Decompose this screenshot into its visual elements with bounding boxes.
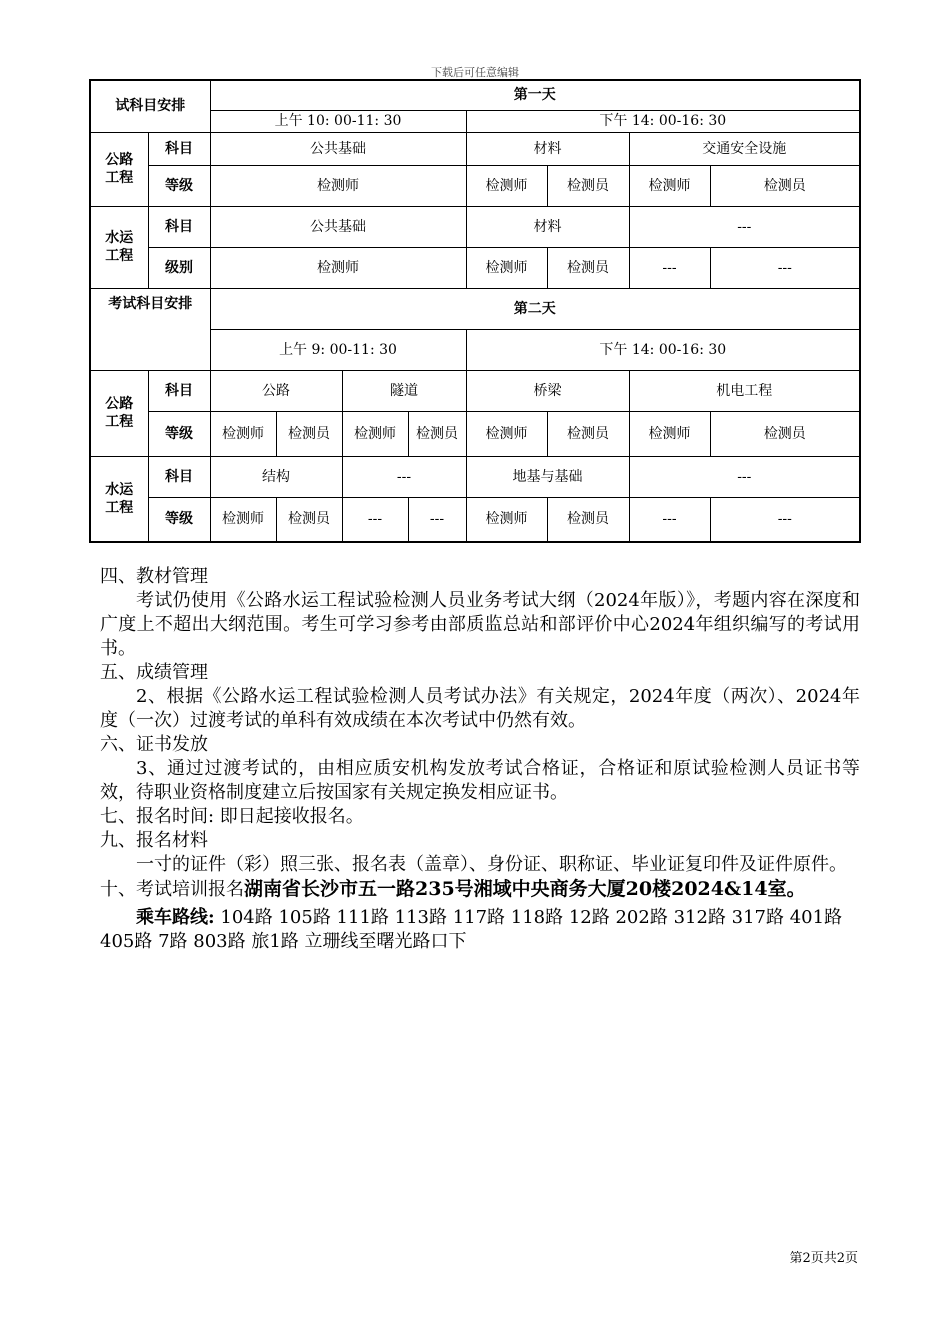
level-cell: 检测师 <box>466 411 547 456</box>
subject-cell: 公共基础 <box>210 132 466 165</box>
subject-cell: 隧道 <box>342 370 466 411</box>
subject-cell: 公共基础 <box>210 206 466 247</box>
section-10 <box>100 877 860 902</box>
level-cell: 检测员 <box>547 165 629 206</box>
section-10-prefix: 十、考试培训报名 <box>100 879 244 900</box>
label-dengji: 等级 <box>148 165 210 206</box>
level-cell: --- <box>629 247 710 288</box>
document-body <box>100 565 860 954</box>
section-9-body: 一寸的证件（彩）照三张、报名表（盖章）、身份证、职称证、毕业证复印件及证件原件。 <box>136 854 847 875</box>
section-9-title: 九、报名材料 <box>100 830 208 851</box>
day2-pm-time: 下午 14: 00-16: 30 <box>466 329 860 370</box>
level-cell: 检测员 <box>710 411 860 456</box>
level-cell: 检测师 <box>466 247 547 288</box>
bus-routes-text: 104路 105路 111路 113路 117路 118路 12路 202路 312路 317路 401路 405路 7路 803路 旅1路 立珊线至曙光路口下 <box>100 907 843 952</box>
page-footer: 第2页共2页 <box>789 1251 858 1266</box>
section-7-title: 七、报名时间: 即日起接收报名。 <box>100 806 364 827</box>
row-shuiyun-2: 水运 工程 <box>90 456 148 542</box>
label-dengji: 等级 <box>148 497 210 542</box>
subject-cell: 公路 <box>210 370 342 411</box>
section-5-title: 五、成绩管理 <box>100 662 208 683</box>
level-cell: 检测师 <box>629 165 710 206</box>
subject-cell: --- <box>342 456 466 497</box>
label-kemu: 科目 <box>148 456 210 497</box>
subject-cell: --- <box>629 456 860 497</box>
level-cell: --- <box>710 497 860 542</box>
row-gonglu-2: 公路 工程 <box>90 370 148 456</box>
day2-title: 第二天 <box>210 288 860 329</box>
exam-schedule-table <box>89 79 861 543</box>
address-text: 湖南省长沙市五一路235号湘域中央商务大厦20楼2024&14室。 <box>244 878 806 900</box>
level-cell: --- <box>629 497 710 542</box>
level-cell: 检测师 <box>342 411 408 456</box>
level-cell: 检测师 <box>210 497 276 542</box>
level-cell: 检测师 <box>629 411 710 456</box>
subject-cell: --- <box>629 206 860 247</box>
label-kemu: 科目 <box>148 206 210 247</box>
level-cell: 检测员 <box>408 411 466 456</box>
subject-cell: 机电工程 <box>629 370 860 411</box>
row-gonglu-1: 公路 工程 <box>90 132 148 206</box>
row-shuiyun-1: 水运 工程 <box>90 206 148 288</box>
bus-routes <box>100 906 860 954</box>
level-cell: 检测员 <box>276 497 342 542</box>
level-cell: 检测师 <box>210 247 466 288</box>
level-cell: 检测员 <box>547 411 629 456</box>
day1-label: 试科目安排 <box>90 80 210 132</box>
level-cell: --- <box>342 497 408 542</box>
day1-am-time: 上午 10: 00-11: 30 <box>210 110 466 132</box>
subject-cell: 交通安全设施 <box>629 132 860 165</box>
section-5-body: 2、根据《公路水运工程试验检测人员考试办法》有关规定，2024年度（两次）、2024年度（一次）过渡考试的单科有效成绩在本次考试中仍然有效。 <box>100 686 860 731</box>
level-cell: 检测师 <box>210 411 276 456</box>
header-note: 下载后可任意编辑 <box>431 66 519 79</box>
level-cell: 检测员 <box>547 497 629 542</box>
level-cell: --- <box>710 247 860 288</box>
label-kemu: 科目 <box>148 370 210 411</box>
day2-label: 考试科目安排 <box>90 288 210 370</box>
section-4-title: 四、教材管理 <box>100 566 208 587</box>
day1-pm-time: 下午 14: 00-16: 30 <box>466 110 860 132</box>
label-jibie: 级别 <box>148 247 210 288</box>
level-cell: --- <box>408 497 466 542</box>
section-4-body: 考试仍使用《公路水运工程试验检测人员业务考试大纲（2024年版）》，考题内容在深度和广度上不超出大纲范围。考生可学习参考由部质监总站和部评价中心2024年组织编写的考试用书。 <box>100 590 860 659</box>
level-cell: 检测员 <box>547 247 629 288</box>
bus-label: 乘车路线: <box>136 907 215 928</box>
subject-cell: 桥梁 <box>466 370 629 411</box>
day1-title: 第一天 <box>210 80 860 110</box>
label-kemu: 科目 <box>148 132 210 165</box>
subject-cell: 材料 <box>466 132 629 165</box>
level-cell: 检测师 <box>466 165 547 206</box>
level-cell: 检测员 <box>276 411 342 456</box>
level-cell: 检测员 <box>710 165 860 206</box>
day2-am-time: 上午 9: 00-11: 30 <box>210 329 466 370</box>
section-6-title: 六、证书发放 <box>100 734 208 755</box>
level-cell: 检测师 <box>466 497 547 542</box>
section-6-body: 3、通过过渡考试的，由相应质安机构发放考试合格证，合格证和原试验检测人员证书等效，待职业资格制度建立后按国家有关规定换发相应证书。 <box>100 758 860 803</box>
subject-cell: 材料 <box>466 206 629 247</box>
subject-cell: 地基与基础 <box>466 456 629 497</box>
level-cell: 检测师 <box>210 165 466 206</box>
label-dengji: 等级 <box>148 411 210 456</box>
subject-cell: 结构 <box>210 456 342 497</box>
